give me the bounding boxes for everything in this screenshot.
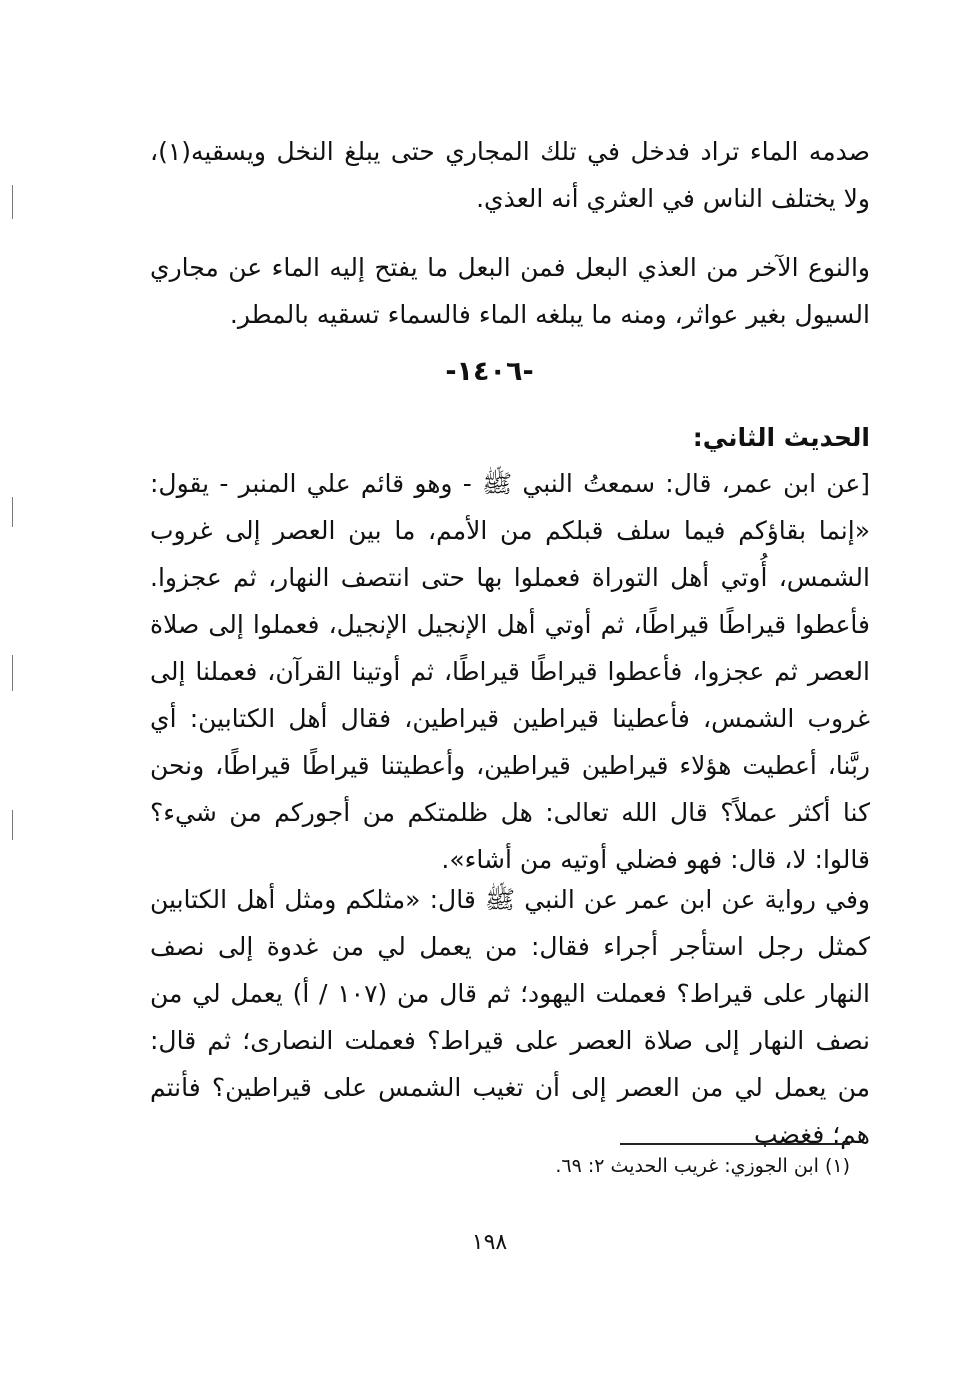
paragraph-baal: والنوع الآخر من العذي البعل فمن البعل ما يفتح إليه الماء عن مجاري السيول بغير عواثر، ومنه ما يبلغه الماء فالسماء تسقيه بالمطر. <box>150 253 870 329</box>
scan-artifact-line <box>12 655 13 691</box>
paragraph-continuation: صدمه الماء تراد فدخل في تلك المجاري حتى يبلغ النخل ويسقيه(١)، ولا يختلف الناس في العثري أنه العذي. <box>150 137 870 213</box>
paragraph-riwaya: وفي رواية عن ابن عمر عن النبي ﷺ قال: «مثلكم ومثل أهل الكتابين كمثل رجل استأجر أجراء فقال: من يعمل لي من غدوة إلى نصف النهار على قيراط؟ فعملت اليهود؛ ثم قال من (١٠٧ / أ) يعمل لي من نصف النهار إلى صلاة العصر على قيراط؟ فعملت النصارى؛ ثم قال: من يعمل لي من العصر إلى أن تغيب الشمس على قيراطين؟ فأنتم هم؛ فغضب <box>150 885 871 1149</box>
scan-artifact-line <box>12 810 13 840</box>
paragraph-hadith-text: [عن ابن عمر، قال: سمعتُ النبي ﷺ - وهو قائم علي المنبر - يقول: «إنما بقاؤكم فيما سلف قبلكم من الأمم، ما بين العصر إلى غروب الشمس، أُوتي أهل التوراة فعملوا بها حتى انتصف النهار، ثم عجزوا. فأعطوا قيراطًا قيراطًا، ثم أوتي أهل الإنجيل الإنجيل، فعملوا إلى صلاة العصر ثم عجزوا، فأعطوا قيراطًا قيراطًا، ثم أوتينا القرآن، فعملنا إلى غروب الشمس، فأعطينا قيراطين قيراطين، فقال أهل الكتابين: أي ربَّنا، أعطيت هؤلاء قيراطين قيراطين، وأعطيتنا قيراطًا قيراطًا، ونحن كنا أكثر عملاً؟ قال الله تعالى: هل ظلمتكم من أجوركم من شيء؟ قالوا: لا، قال: فهو فضلي أوتيه من أشاء». <box>150 469 870 874</box>
footnote-divider <box>620 1143 850 1145</box>
section-heading: الحديث الثاني: <box>692 423 870 452</box>
footnote: (١) ابن الجوزي: غريب الحديث ٢: ٦٩. <box>555 1155 850 1177</box>
hadith-number: -١٤٠٦- <box>445 356 534 387</box>
scan-artifact-line <box>12 185 13 219</box>
page-number: ١٩٨ <box>471 1230 508 1255</box>
scan-artifact-line <box>12 497 13 527</box>
